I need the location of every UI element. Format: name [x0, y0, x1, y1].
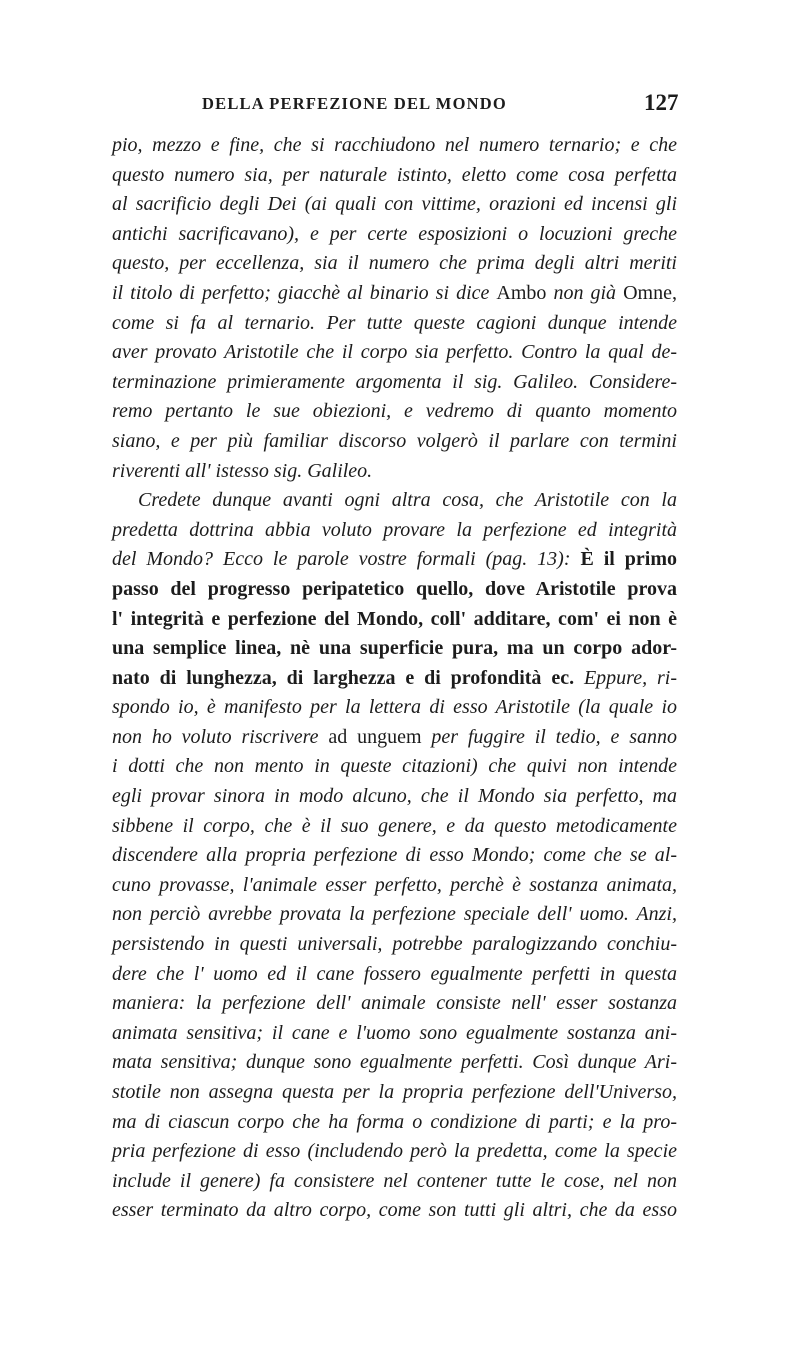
text-line	[112, 812, 677, 842]
text-line	[112, 1196, 677, 1226]
text-segment: pio, mezzo e fine, che si racchiudono nel numero ternario; e che	[112, 134, 677, 156]
text-segment: persistendo in questi universali, potrebbe paralogizzando conchiu-	[112, 933, 677, 956]
text-line	[112, 575, 677, 605]
running-head: DELLA PERFEZIONE DEL MONDO	[202, 94, 507, 113]
text-line	[112, 309, 677, 339]
text-segment: al sacrificio degli Dei (ai quali con vittime, orazioni ed incensi gli	[112, 193, 677, 216]
text-line	[112, 397, 677, 427]
text-segment: sibbene il corpo, che è il suo genere, e da questo metodicamente	[112, 814, 677, 837]
text-segment: remo pertanto le sue obiezioni, e vedremo di quanto momento	[112, 400, 677, 423]
text-line	[112, 723, 677, 753]
text-line	[112, 545, 677, 575]
text-segment: maniera: la perfezione dell' animale consiste nell' esser sostanza	[112, 992, 677, 1015]
text-segment: passo del progresso peripatetico quello, dove Aristotile prova	[112, 577, 677, 600]
text-line	[112, 1078, 677, 1108]
text-segment: l' integrità e perfezione del Mondo, coll' additare, com' ei non è	[112, 607, 677, 630]
page-number: 127	[644, 90, 679, 115]
text-segment: cuno provasse, l'animale esser perfetto, perchè è sostanza animata,	[112, 873, 677, 896]
text-segment: non ho voluto riscrivere	[112, 725, 329, 748]
text-segment: una semplice linea, nè una superficie pura, ma un corpo ador-	[112, 637, 677, 660]
text-line	[112, 220, 677, 250]
text-segment: dere che l' uomo ed il cane fossero egualmente perfetti in questa	[112, 962, 677, 985]
text-line	[112, 1048, 677, 1078]
page-header	[0, 90, 800, 120]
text-line	[112, 900, 677, 930]
text-segment: spondo io, è manifesto per la lettera di esso Aristotile (la quale io	[112, 696, 677, 719]
text-line	[112, 634, 677, 664]
text-line	[112, 871, 677, 901]
text-segment: ma di ciascun corpo che ha forma o condizione di parti; e la pro-	[112, 1110, 677, 1133]
text-line	[112, 279, 677, 309]
text-segment: siano, e per più familiar discorso volgerò il parlare con termini	[112, 429, 677, 452]
text-line	[112, 190, 677, 220]
text-segment: nato di lunghezza, di larghezza e di profondità ec.	[112, 666, 584, 689]
text-segment: Eppure, ri-	[583, 666, 677, 689]
text-segment: animata sensitiva; il cane e l'uomo sono egualmente sostanza ani-	[112, 1021, 677, 1044]
text-segment: il titolo di perfetto; giacchè al binario si dice	[112, 281, 497, 304]
text-line	[112, 338, 677, 368]
text-segment: antichi sacrificavano), e per certe esposizioni o locuzioni greche	[112, 222, 677, 245]
text-line	[112, 930, 677, 960]
text-segment: predetta dottrina abbia voluto provare la perfezione ed integrità	[112, 518, 677, 541]
text-segment: Ambo	[496, 281, 547, 304]
text-segment: Omne,	[623, 281, 677, 304]
text-line	[112, 1019, 677, 1049]
text-segment: i dotti che non mento in queste citazioni) che quivi non intende	[112, 755, 677, 778]
text-segment: mata sensitiva; dunque sono egualmente perfetti. Così dunque Ari-	[112, 1051, 677, 1074]
text-segment: riverenti all' istesso sig. Galileo.	[112, 459, 373, 482]
text-line	[112, 782, 677, 812]
text-line	[112, 1108, 677, 1138]
text-segment: questo, per eccellenza, sia il numero che prima degli altri meriti	[112, 252, 677, 275]
text-line	[112, 693, 677, 723]
text-line	[112, 664, 677, 694]
text-line	[112, 427, 677, 457]
text-segment: terminazione primieramente argomenta il sig. Galileo. Considere-	[112, 370, 677, 393]
text-segment: del Mondo? Ecco le parole vostre formali (pag. 13):	[112, 548, 581, 571]
text-line	[112, 841, 677, 871]
text-segment: aver provato Aristotile che il corpo sia perfetto. Contro la qual de-	[112, 341, 677, 364]
text-segment: egli provar sinora in modo alcuno, che il Mondo sia perfetto, ma	[112, 785, 677, 808]
text-line	[112, 1137, 677, 1167]
text-line	[112, 1167, 677, 1197]
text-line	[112, 368, 677, 398]
text-segment: non già	[546, 281, 624, 304]
text-line	[112, 960, 677, 990]
text-line	[112, 516, 677, 546]
body-text	[112, 131, 677, 1226]
text-segment: per fuggire il tedio, e sanno	[421, 725, 677, 748]
text-segment: pria perfezione di esso (includendo però la predetta, come la specie	[112, 1140, 677, 1163]
text-line	[112, 605, 677, 635]
text-segment: questo numero sia, per naturale istinto, eletto come cosa perfetta	[112, 163, 677, 186]
text-line	[112, 249, 677, 279]
text-line	[112, 161, 677, 191]
text-segment: esser terminato da altro corpo, come son tutti gli altri, che da esso	[112, 1199, 677, 1222]
text-line	[112, 486, 677, 516]
text-segment: include il genere) fa consistere nel contener tutte le cose, nel non	[112, 1169, 677, 1192]
text-line	[112, 131, 677, 161]
text-line	[112, 752, 677, 782]
text-segment: È il primo	[580, 548, 678, 571]
text-segment: come si fa al ternario. Per tutte queste cagioni dunque intende	[112, 311, 677, 334]
text-line	[112, 989, 677, 1019]
text-segment: ad unguem	[328, 725, 422, 748]
text-segment: stotile non assegna questa per la propria perfezione dell'Universo,	[112, 1081, 677, 1103]
text-line	[112, 457, 677, 487]
text-segment: discendere alla propria perfezione di esso Mondo; come che se al-	[112, 844, 677, 867]
text-segment: non perciò avrebbe provata la perfezione speciale dell' uomo. Anzi,	[112, 903, 677, 926]
text-segment: Credete dunque avanti ogni altra cosa, che Aristotile con la	[138, 489, 677, 512]
